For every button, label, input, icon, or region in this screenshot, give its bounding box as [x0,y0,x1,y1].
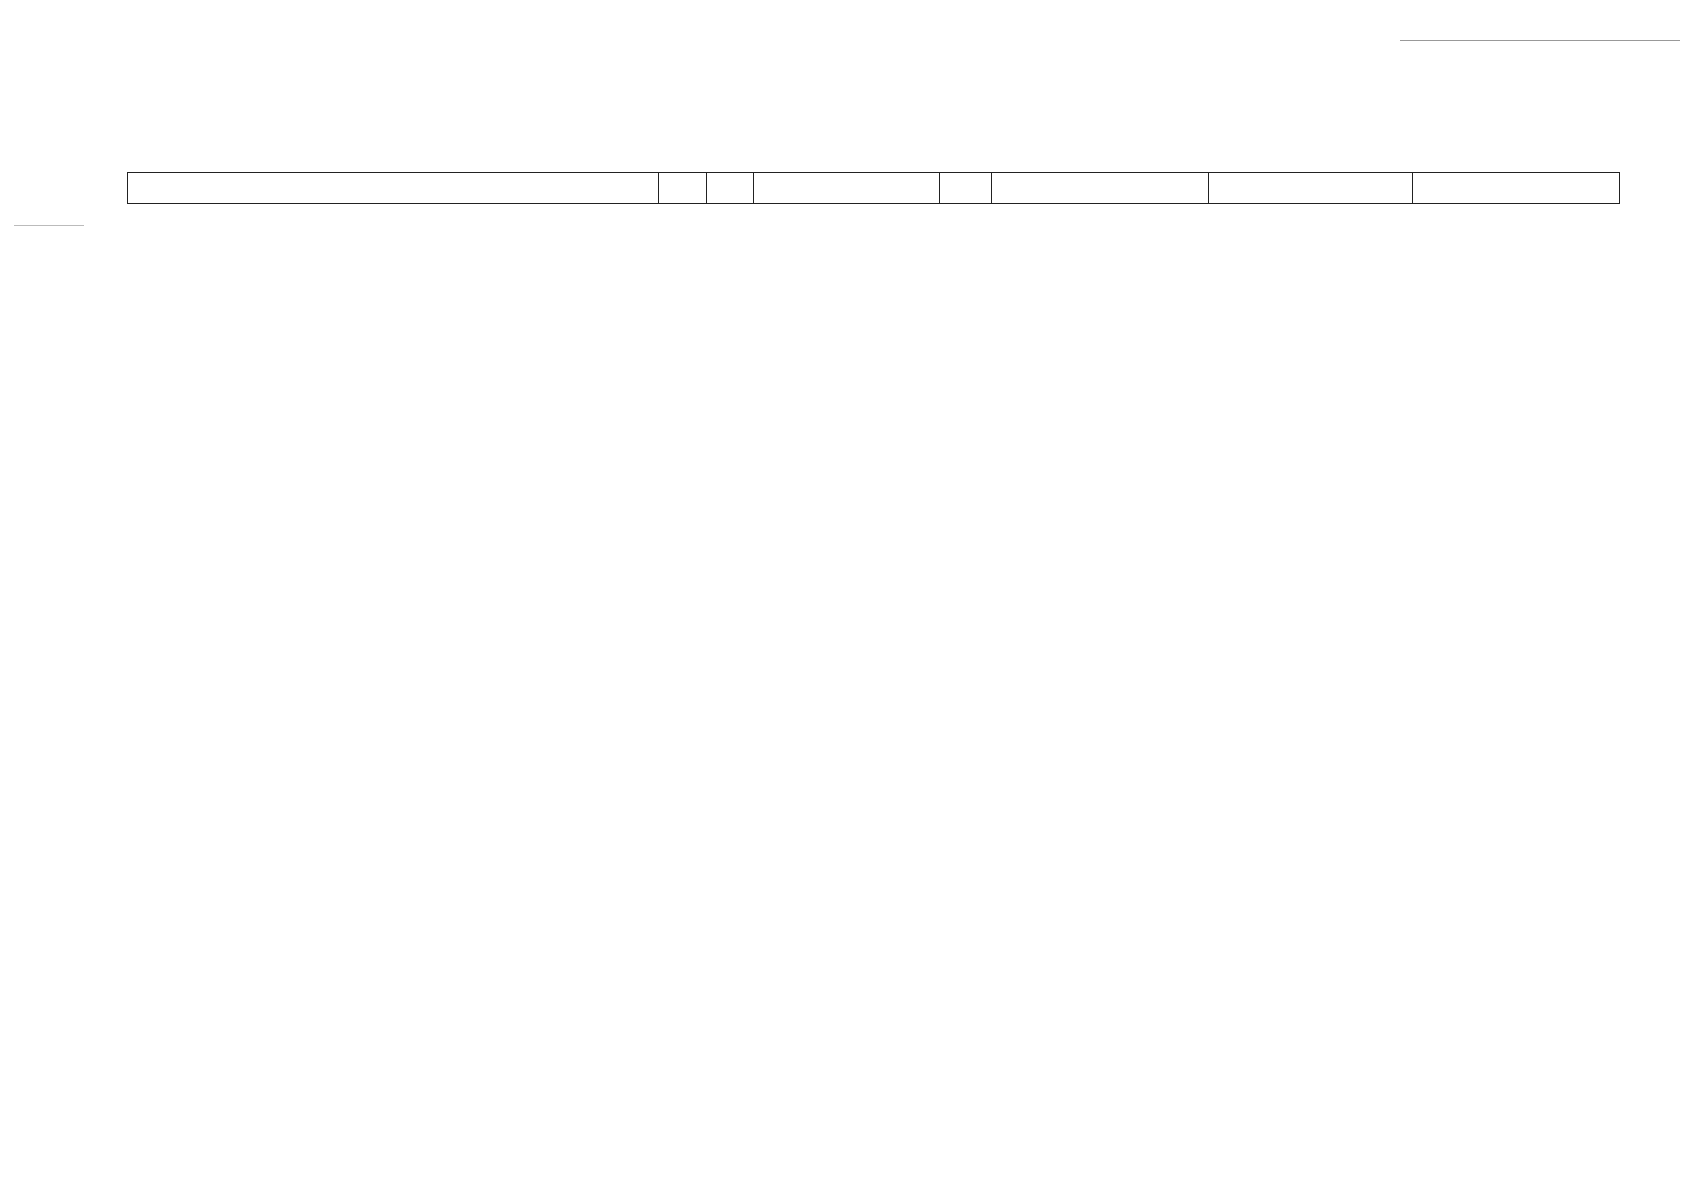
header-col-1 [128,173,659,204]
header-col-7 [1209,173,1413,204]
header-col-3 [707,173,754,204]
header-col-2 [659,173,707,204]
header-col-5 [940,173,992,204]
scan-mark [14,225,84,226]
header-row [128,173,1620,204]
header-col-8 [1413,173,1620,204]
header-col-4 [754,173,940,204]
header-col-6 [992,173,1209,204]
column-header-table [127,172,1620,204]
scan-mark [1400,40,1680,41]
